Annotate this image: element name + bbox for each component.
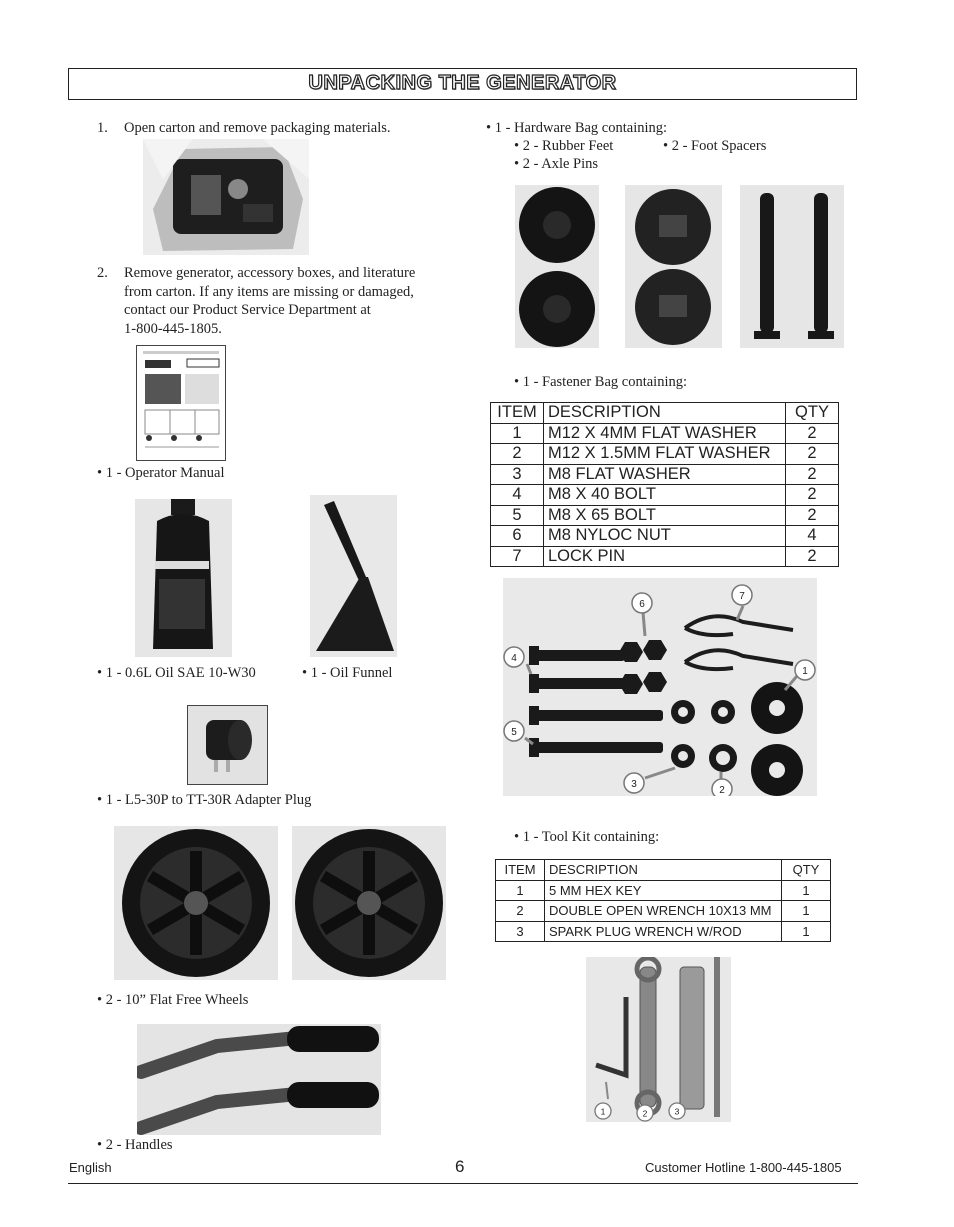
oil-label: • 1 - 0.6L Oil SAE 10-W30 <box>97 665 256 681</box>
fastener-bag-photo <box>503 578 817 796</box>
fastener-description: LOCK PIN <box>544 546 786 567</box>
fastener-description: M8 NYLOC NUT <box>544 526 786 547</box>
fastener-item: 1 <box>491 423 544 444</box>
fastener-qty: 4 <box>786 526 839 547</box>
step-2-line-1: Remove generator, accessory boxes, and literature <box>124 265 416 281</box>
callout-number: 1 <box>802 666 808 677</box>
footer-hotline: Customer Hotline 1-800-445-1805 <box>645 1160 842 1175</box>
fastener-table <box>490 402 839 567</box>
fastener-header-qty: QTY <box>786 403 839 424</box>
oil-bottle-photo <box>135 499 232 657</box>
tool-description: SPARK PLUG WRENCH W/ROD <box>545 921 782 942</box>
adapter-plug-label: • 1 - L5-30P to TT-30R Adapter Plug <box>97 792 312 808</box>
footer-language: English <box>69 1160 112 1175</box>
fastener-qty: 2 <box>786 546 839 567</box>
page-number: 6 <box>455 1157 465 1176</box>
tool-header-description: DESCRIPTION <box>545 860 782 881</box>
handles-photo <box>137 1024 381 1135</box>
tool-callout-3 <box>668 1102 686 1120</box>
fastener-description: M8 X 65 BOLT <box>544 505 786 526</box>
fastener-callout-2 <box>711 778 733 796</box>
fastener-item: 6 <box>491 526 544 547</box>
fastener-callout-6 <box>631 592 653 614</box>
fastener-item: 2 <box>491 444 544 465</box>
tool-header-item: ITEM <box>496 860 545 881</box>
callout-number: 1 <box>600 1106 606 1117</box>
oil-funnel-label: • 1 - Oil Funnel <box>302 665 393 681</box>
table-row <box>491 505 839 526</box>
rubber-feet-photo <box>515 185 599 348</box>
callout-number: 7 <box>739 591 745 602</box>
callout-number: 5 <box>511 727 517 738</box>
axle-pins-photo <box>740 185 844 348</box>
fastener-item: 7 <box>491 546 544 567</box>
callout-number: 4 <box>511 653 517 664</box>
table-row <box>491 526 839 547</box>
fastener-qty: 2 <box>786 464 839 485</box>
callout-number: 3 <box>674 1106 680 1117</box>
table-row <box>491 464 839 485</box>
foot-spacers-photo <box>625 185 722 348</box>
axle-pins-label: • 2 - Axle Pins <box>514 156 599 172</box>
step-2-line-4: 1-800-445-1805. <box>124 320 222 337</box>
table-row <box>496 901 831 922</box>
step-2-line-2: from carton. If any items are missing or damaged, <box>124 283 414 300</box>
fastener-item: 3 <box>491 464 544 485</box>
callout-number: 2 <box>642 1108 648 1119</box>
fastener-description: M8 FLAT WASHER <box>544 464 786 485</box>
tool-qty: 1 <box>782 921 831 942</box>
fastener-qty: 2 <box>786 423 839 444</box>
callout-number: 6 <box>639 599 645 610</box>
table-row <box>491 444 839 465</box>
table-row <box>491 546 839 567</box>
tool-description: 5 MM HEX KEY <box>545 880 782 901</box>
handles-label: • 2 - Handles <box>97 1137 173 1153</box>
fastener-item: 5 <box>491 505 544 526</box>
fastener-qty: 2 <box>786 485 839 506</box>
page-title: UNPACKING THE GENERATOR <box>308 72 617 94</box>
tool-qty: 1 <box>782 880 831 901</box>
fastener-callout-1 <box>794 659 816 681</box>
fastener-description: M12 X 4MM FLAT WASHER <box>544 423 786 444</box>
carton-photo <box>143 139 309 255</box>
wheel-photo-1 <box>114 826 278 980</box>
hardware-bag-title: • 1 - Hardware Bag containing: <box>486 120 668 136</box>
table-row <box>491 485 839 506</box>
tool-qty: 1 <box>782 901 831 922</box>
operator-manual-photo <box>136 345 226 461</box>
tool-item: 1 <box>496 880 545 901</box>
oil-funnel-photo <box>310 495 397 657</box>
wheels-label: • 2 - 10” Flat Free Wheels <box>97 992 249 1008</box>
tool-callout-2 <box>636 1104 654 1122</box>
tool-kit-photo <box>586 957 731 1122</box>
rubber-feet-label: • 2 - Rubber Feet <box>514 138 614 154</box>
title-box <box>68 68 857 100</box>
tool-description: DOUBLE OPEN WRENCH 10X13 MM <box>545 901 782 922</box>
fastener-bag-title: • 1 - Fastener Bag containing: <box>514 374 687 390</box>
fastener-callout-3 <box>623 772 645 794</box>
fastener-item: 4 <box>491 485 544 506</box>
fastener-qty: 2 <box>786 444 839 465</box>
fastener-callout-4 <box>503 646 525 668</box>
step-1-number: 1. <box>97 120 108 136</box>
tool-kit-title: • 1 - Tool Kit containing: <box>514 829 660 845</box>
fastener-header-item: ITEM <box>491 403 544 424</box>
fastener-callout-5 <box>503 720 525 742</box>
step-1-text: Open carton and remove packaging materials. <box>124 120 391 136</box>
table-row <box>496 880 831 901</box>
fastener-table-header <box>491 403 839 424</box>
wheel-photo-2 <box>292 826 446 980</box>
foot-spacers-label: • 2 - Foot Spacers <box>663 138 767 154</box>
footer-rule <box>68 1183 858 1184</box>
tool-item: 2 <box>496 901 545 922</box>
callout-number: 3 <box>631 779 637 790</box>
operator-manual-label: • 1 - Operator Manual <box>97 465 225 481</box>
tool-callout-1 <box>594 1102 612 1120</box>
step-2-line-3: contact our Product Service Department at <box>124 302 371 318</box>
fastener-header-description: DESCRIPTION <box>544 403 786 424</box>
table-row <box>496 921 831 942</box>
table-row <box>491 423 839 444</box>
tool-header-qty: QTY <box>782 860 831 881</box>
fastener-callout-7 <box>731 584 753 606</box>
fastener-qty: 2 <box>786 505 839 526</box>
fastener-description: M12 X 1.5MM FLAT WASHER <box>544 444 786 465</box>
tool-kit-table <box>495 859 831 942</box>
adapter-plug-photo <box>187 705 268 785</box>
step-2-number: 2. <box>97 265 108 281</box>
tool-item: 3 <box>496 921 545 942</box>
fastener-description: M8 X 40 BOLT <box>544 485 786 506</box>
tool-kit-table-header <box>496 860 831 881</box>
callout-number: 2 <box>719 785 725 796</box>
